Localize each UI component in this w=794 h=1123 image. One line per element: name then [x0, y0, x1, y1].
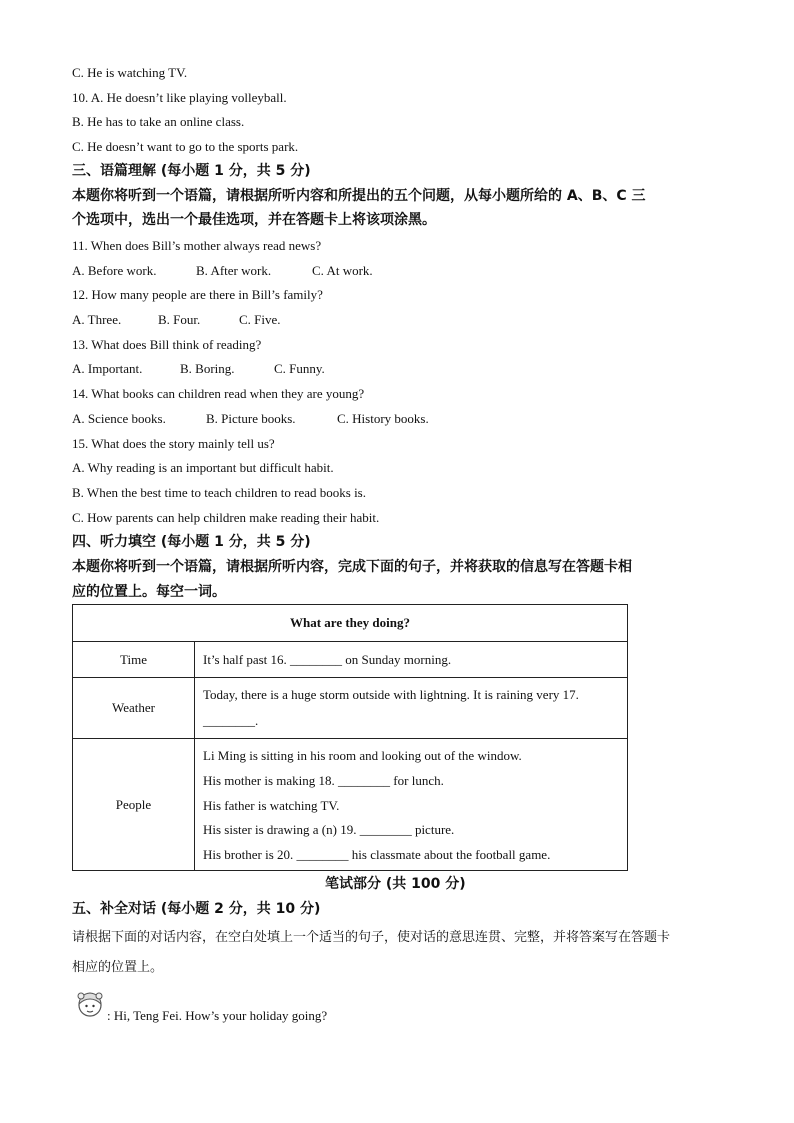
- section-title: 五、补全对话 (每小题 2 分，共 10 分): [72, 901, 321, 917]
- cell-text: His brother is 20. ________ his classmate about the football game.: [203, 847, 551, 862]
- listening-table: [72, 604, 628, 871]
- row-label: People: [73, 739, 195, 871]
- option-c: C. Five.: [239, 312, 281, 327]
- table-row-people: [73, 738, 627, 871]
- section-instruction: 应的位置上。每空一词。: [72, 584, 226, 600]
- table-row-weather: [73, 677, 627, 738]
- option-b: B. Four.: [158, 312, 201, 327]
- option-line: B. When the best time to teach children to read books is.: [72, 485, 366, 500]
- options-row: [72, 360, 325, 378]
- row-label: Weather: [73, 678, 195, 738]
- section-instruction: 本题你将听到一个语篇，请根据所听内容和所提出的五个问题，从每小题所给的 A、B、C 三: [72, 188, 646, 204]
- option-a: A. Before work.: [72, 263, 157, 278]
- options-row: [72, 262, 373, 280]
- option-c: C. At work.: [312, 263, 373, 278]
- table-row-time: [73, 641, 627, 677]
- question-text: 13. What does Bill think of reading?: [72, 337, 262, 352]
- options-row: [72, 410, 429, 428]
- cell-text: Today, there is a huge storm outside with lightning. It is raining very 17.: [203, 687, 579, 702]
- section-title: 三、语篇理解 (每小题 1 分，共 5 分): [72, 163, 311, 179]
- option-a: A. Science books.: [72, 411, 166, 426]
- cell-text: His father is watching TV.: [203, 798, 340, 813]
- cell-text: It’s half past 16. ________ on Sunday morning.: [203, 652, 452, 667]
- option-c: C. History books.: [337, 411, 429, 426]
- question-text: 11. When does Bill’s mother always read news?: [72, 238, 322, 253]
- option-b: B. Boring.: [180, 361, 235, 376]
- row-content: [203, 739, 621, 871]
- section-title: 四、听力填空 (每小题 1 分，共 5 分): [72, 534, 311, 550]
- section-instruction: 个选项中，选出一个最佳选项，并在答题卡上将该项涂黑。: [72, 212, 436, 228]
- options-row: [72, 311, 281, 329]
- row-content: [203, 678, 621, 738]
- option-line: B. He has to take an online class.: [72, 114, 245, 129]
- question-text: 15. What does the story mainly tell us?: [72, 436, 275, 451]
- cell-text: ________.: [203, 713, 259, 728]
- girl-face-icon: [74, 988, 106, 1020]
- section-instruction: 请根据下面的对话内容，在空白处填上一个适当的句子，使对话的意思连贯、完整，并将答案写在答题卡: [72, 930, 671, 945]
- written-part-heading: 笔试部分 (共 100 分): [325, 876, 466, 892]
- option-line: C. He is watching TV.: [72, 65, 188, 80]
- cell-text: His sister is drawing a (n) 19. ________ picture.: [203, 822, 455, 837]
- section-instruction: 相应的位置上。: [72, 960, 164, 975]
- option-a: A. Three.: [72, 312, 122, 327]
- option-line: A. Why reading is an important but difficult habit.: [72, 460, 334, 475]
- cell-text: Li Ming is sitting in his room and looking out of the window.: [203, 748, 522, 763]
- question-text: 14. What books can children read when they are young?: [72, 386, 365, 401]
- option-line: C. How parents can help children make reading their habit.: [72, 510, 380, 525]
- option-line: C. He doesn’t want to go to the sports park.: [72, 139, 299, 154]
- row-content: [203, 642, 621, 677]
- table-header: What are they doing?: [289, 615, 410, 630]
- option-a: A. Important.: [72, 361, 143, 376]
- question-text: 12. How many people are there in Bill’s family?: [72, 287, 323, 302]
- section-instruction: 本题你将听到一个语篇，请根据所听内容，完成下面的句子，并将获取的信息写在答题卡相: [72, 559, 632, 575]
- option-b: B. Picture books.: [206, 411, 296, 426]
- dialogue-line: : Hi, Teng Fei. How’s your holiday going?: [107, 1008, 328, 1023]
- option-c: C. Funny.: [274, 361, 325, 376]
- question-line: 10. A. He doesn’t like playing volleyball.: [72, 90, 287, 105]
- cell-text: His mother is making 18. ________ for lunch.: [203, 773, 444, 788]
- option-b: B. After work.: [196, 263, 272, 278]
- row-label: Time: [73, 642, 195, 677]
